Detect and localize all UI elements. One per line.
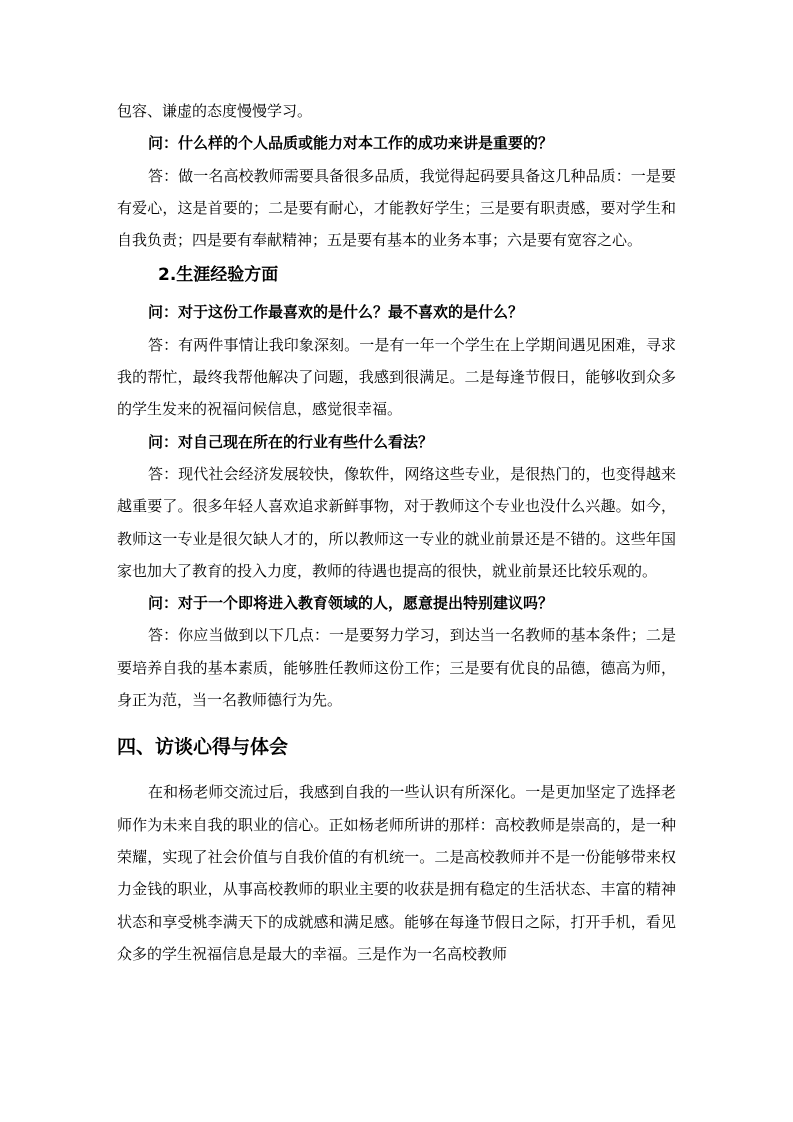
continuation-paragraph: 包容、谦虚的态度慢慢学习。 xyxy=(117,102,313,120)
answer-advice: 答：你应当做到以下几点：一是要努力学习，到达当一名教师的基本条件；二是要培养自我的基本素质，能够胜任教师这份工作；三是要有优良的品德，德高为师，身正为范，当一名教师德行为先。 xyxy=(117,626,676,710)
answer-industry: 答：现代社会经济发展较快，像软件，网络这些专业，是很热门的，也变得越来越重要了。很多年轻人喜欢追求新鲜事物，对于教师这个专业也没什么兴趣。如今，教师这一专业是很欠缺人才的，所以教师这一专业的就业前景还是不错的。这些年国家也加大了教育的投入力度，教师的待遇也提高的很快，就业前景还比较乐观的。 xyxy=(117,464,676,580)
question-advice: 问：对于一个即将进入教育领域的人，愿意提出特别建议吗？ xyxy=(148,594,554,613)
question-quality: 问：什么样的个人品质或能力对本工作的成功来讲是重要的？ xyxy=(148,134,554,153)
subheading-career: 2.生涯经验方面 xyxy=(158,265,279,286)
question-industry: 问：对自己现在所在的行业有些什么看法？ xyxy=(148,432,434,451)
question-like: 问：对于这份工作最喜欢的是什么？最不喜欢的是什么？ xyxy=(148,303,524,322)
reflection-paragraph: 在和杨老师交流过后，我感到自我的一些认识有所深化。一是更加坚定了选择老师作为未来自我的职业的信心。正如杨老师所讲的那样：高校教师是崇高的，是一种荣耀，实现了社会价值与自我价值的有机统一。二是高校教师并不是一份能够带来权力金钱的职业，从事高校教师的职业主要的收获是拥有稳定的生活状态、丰富的精神状态和享受桃李满天下的成就感和满足感。能够在每逢节假日之际，打开手机，看见众多的学生祝福信息是最大的幸福。三是作为一名高校教师 xyxy=(117,783,676,963)
section-heading-reflection: 四、访谈心得与体会 xyxy=(117,736,289,759)
document-body xyxy=(117,95,676,970)
answer-quality: 答：做一名高校教师需要具备很多品质，我觉得起码要具备这几种品质：一是要有爱心，这是首要的；二是要有耐心，才能教好学生；三是要有职责感，要对学生和自我负责；四是要有奉献精神；五是要有基本的业务本事；六是要有宽容之心。 xyxy=(117,166,676,250)
answer-like: 答：有两件事情让我印象深刻。一是有一年一个学生在上学期间遇见困难，寻求我的帮忙，最终我帮他解决了问题，我感到很满足。二是每逢节假日，能够收到众多的学生发来的祝福问候信息，感觉很幸福。 xyxy=(117,335,676,419)
